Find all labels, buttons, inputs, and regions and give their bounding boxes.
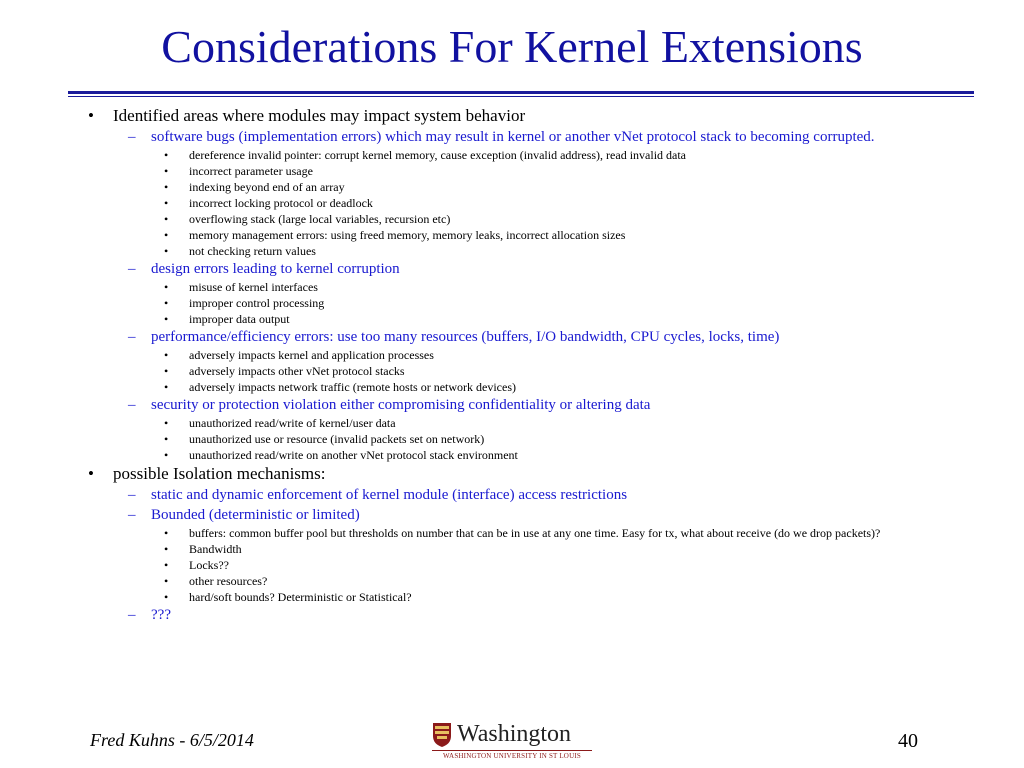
bullet-marker: • bbox=[164, 590, 169, 604]
bullet-item-level-1 bbox=[0, 106, 1024, 126]
dash-marker: – bbox=[128, 261, 136, 277]
bullet-marker: • bbox=[164, 574, 169, 588]
dash-marker: – bbox=[128, 129, 136, 145]
bullet-marker: • bbox=[164, 526, 169, 540]
bullet-item-level-3 bbox=[0, 348, 1024, 362]
bullet-text: Identified areas where modules may impact system behavior bbox=[113, 106, 526, 125]
bullet-marker: • bbox=[164, 432, 169, 446]
bullet-marker: • bbox=[164, 364, 169, 378]
dash-marker: – bbox=[128, 397, 136, 413]
bullet-marker: • bbox=[164, 296, 169, 310]
bullet-item-level-3 bbox=[0, 312, 1024, 326]
bullet-item-level-3 bbox=[0, 590, 1024, 604]
bullet-text: misuse of kernel interfaces bbox=[189, 280, 318, 294]
bullet-item-level-3 bbox=[0, 228, 1024, 242]
dash-marker: – bbox=[128, 507, 136, 523]
bullet-marker: • bbox=[164, 196, 169, 210]
bullet-item-level-3 bbox=[0, 526, 1024, 540]
bullet-text: software bugs (implementation errors) which may result in kernel or another vNet protocol stack to becoming corrupted. bbox=[151, 129, 875, 145]
bullet-item-level-2 bbox=[0, 397, 1024, 414]
bullet-item-level-3 bbox=[0, 148, 1024, 162]
bullet-text: Bounded (deterministic or limited) bbox=[151, 507, 360, 523]
bullet-item-level-3 bbox=[0, 542, 1024, 556]
bullet-marker: • bbox=[164, 148, 169, 162]
bullet-item-level-2 bbox=[0, 507, 1024, 524]
bullet-text: design errors leading to kernel corruption bbox=[151, 261, 400, 277]
bullet-item-level-3 bbox=[0, 416, 1024, 430]
bullet-text: incorrect parameter usage bbox=[189, 164, 313, 178]
bullet-item-level-3 bbox=[0, 448, 1024, 462]
bullet-item-level-3 bbox=[0, 380, 1024, 394]
bullet-text: possible Isolation mechanisms: bbox=[113, 464, 326, 483]
bullet-item-level-3 bbox=[0, 180, 1024, 194]
bullet-item-level-3 bbox=[0, 280, 1024, 294]
dash-marker: – bbox=[128, 607, 136, 623]
bullet-text: dereference invalid pointer: corrupt kernel memory, cause exception (invalid address), read invalid data bbox=[189, 148, 687, 162]
title-divider-thin bbox=[68, 96, 974, 97]
bullet-item-level-3 bbox=[0, 558, 1024, 572]
bullet-marker: • bbox=[164, 244, 169, 258]
dash-marker: – bbox=[128, 487, 136, 503]
bullet-item-level-3 bbox=[0, 212, 1024, 226]
bullet-text: adversely impacts other vNet protocol stacks bbox=[189, 364, 405, 378]
bullet-text: Bandwidth bbox=[189, 542, 242, 556]
bullet-text: other resources? bbox=[189, 574, 268, 588]
bullet-marker: • bbox=[164, 312, 169, 326]
bullet-text: Locks?? bbox=[189, 558, 229, 572]
bullet-text: unauthorized read/write of kernel/user data bbox=[189, 416, 396, 430]
bullet-item-level-2 bbox=[0, 129, 1024, 146]
bullet-item-level-3 bbox=[0, 196, 1024, 210]
bullet-marker: • bbox=[164, 448, 169, 462]
bullet-marker: • bbox=[164, 416, 169, 430]
title-divider-thick bbox=[68, 91, 974, 94]
bullet-text: improper control processing bbox=[189, 296, 325, 310]
bullet-text: buffers: common buffer pool but thresholds on number that can be in use at any one time. Easy for tx, what about receive (do we drop packets)? bbox=[189, 526, 881, 540]
bullet-item-level-2 bbox=[0, 329, 1024, 346]
bullet-marker: • bbox=[164, 164, 169, 178]
bullet-text: performance/efficiency errors: use too many resources (buffers, I/O bandwidth, CPU cycles, locks, time) bbox=[151, 329, 780, 345]
logo-subtitle: WASHINGTON UNIVERSITY IN ST LOUIS bbox=[443, 752, 581, 760]
bullet-marker: • bbox=[164, 280, 169, 294]
bullet-item-level-3 bbox=[0, 574, 1024, 588]
bullet-item-level-3 bbox=[0, 364, 1024, 378]
university-logo bbox=[432, 722, 592, 762]
bullet-item-level-1 bbox=[0, 464, 1024, 484]
bullet-item-level-3 bbox=[0, 432, 1024, 446]
bullet-item-level-2 bbox=[0, 607, 1024, 624]
bullet-text: incorrect locking protocol or deadlock bbox=[189, 196, 373, 210]
footer-author-date: Fred Kuhns - 6/5/2014 bbox=[90, 730, 254, 750]
bullet-text: hard/soft bounds? Deterministic or Statistical? bbox=[189, 590, 412, 604]
bullet-marker: • bbox=[164, 228, 169, 242]
bullet-text: ??? bbox=[151, 607, 171, 623]
bullet-marker: • bbox=[88, 464, 94, 483]
bullet-text: memory management errors: using freed memory, memory leaks, incorrect allocation sizes bbox=[189, 228, 626, 242]
bullet-item-level-3 bbox=[0, 296, 1024, 310]
page-number: 40 bbox=[898, 730, 918, 752]
bullet-text: overflowing stack (large local variables, recursion etc) bbox=[189, 212, 451, 226]
bullet-marker: • bbox=[164, 542, 169, 556]
bullet-marker: • bbox=[88, 106, 94, 125]
bullet-text: unauthorized use or resource (invalid packets set on network) bbox=[189, 432, 485, 446]
bullet-text: static and dynamic enforcement of kernel module (interface) access restrictions bbox=[151, 487, 628, 503]
bullet-item-level-3 bbox=[0, 164, 1024, 178]
bullet-text: unauthorized read/write on another vNet protocol stack environment bbox=[189, 448, 518, 462]
shield-icon bbox=[432, 722, 452, 748]
bullet-item-level-3 bbox=[0, 244, 1024, 258]
bullet-item-level-2 bbox=[0, 487, 1024, 504]
bullet-text: adversely impacts network traffic (remote hosts or network devices) bbox=[189, 380, 516, 394]
bullet-text: improper data output bbox=[189, 312, 290, 326]
logo-divider bbox=[432, 750, 592, 751]
bullet-text: not checking return values bbox=[189, 244, 316, 258]
bullet-marker: • bbox=[164, 212, 169, 226]
bullet-item-level-2 bbox=[0, 261, 1024, 278]
bullet-marker: • bbox=[164, 558, 169, 572]
bullet-marker: • bbox=[164, 348, 169, 362]
bullet-text: indexing beyond end of an array bbox=[189, 180, 345, 194]
dash-marker: – bbox=[128, 329, 136, 345]
bullet-text: security or protection violation either compromising confidentiality or altering data bbox=[151, 397, 651, 413]
bullet-marker: • bbox=[164, 380, 169, 394]
bullet-list bbox=[0, 104, 1024, 625]
bullet-text: adversely impacts kernel and application processes bbox=[189, 348, 434, 362]
slide-title: Considerations For Kernel Extensions bbox=[161, 21, 863, 72]
logo-wordmark: Washington bbox=[457, 721, 572, 747]
bullet-marker: • bbox=[164, 180, 169, 194]
